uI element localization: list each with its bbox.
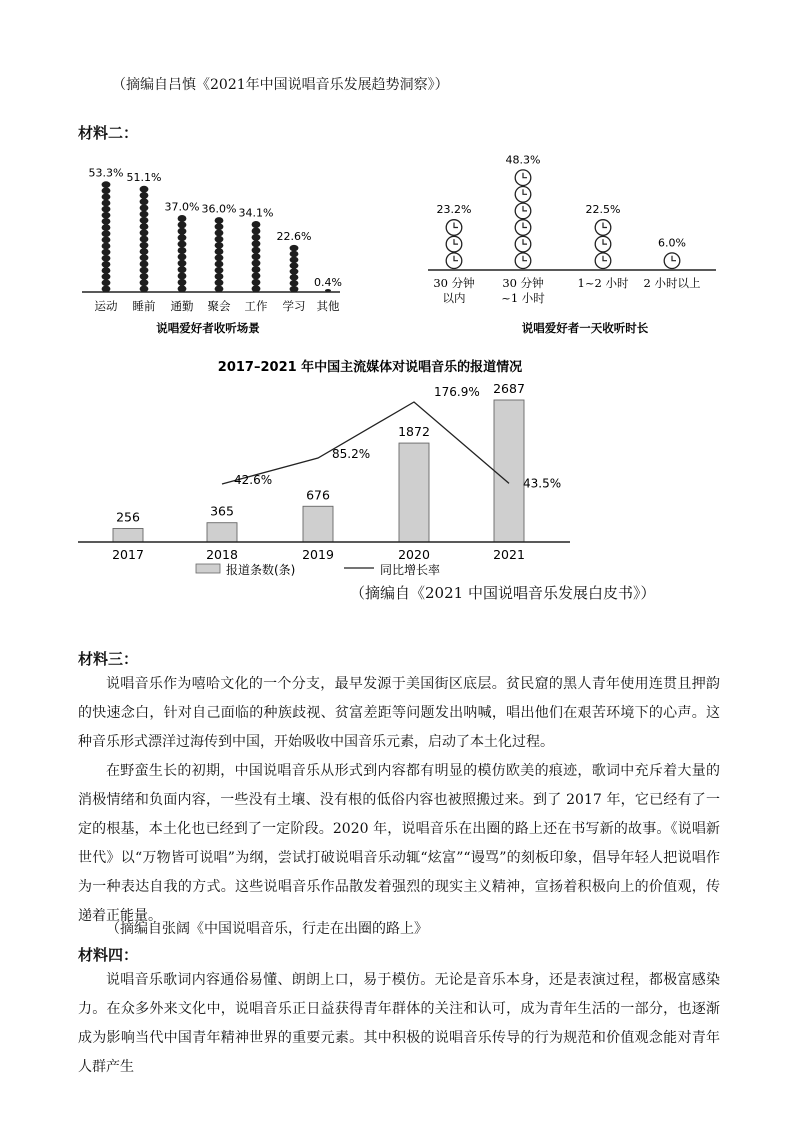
- material3-paragraph-1: 说唱音乐作为嘻哈文化的一个分支，最早发源于美国街区底层。贫民窟的黑人青年使用连贯且押韵的快速念白，针对自己面临的种族歧视、贫富差距等问题发出呐喊，唱出他们在艰苦环境下的心声。这种音乐形式漂洋过海传到中国，开始吸收中国音乐元素，启动了本土化过程。: [78, 676, 720, 750]
- chart1-bar-5: [290, 245, 299, 292]
- coverage-value-label-2018: 365: [210, 503, 234, 519]
- chart2-bar-2: [595, 220, 611, 269]
- chart-source: （摘编自《2021 中国说唱音乐发展白皮书》）: [350, 584, 656, 602]
- coverage-bar-2017: [113, 528, 143, 542]
- chart1-value-label-3: 36.0%: [201, 202, 237, 216]
- legend-bar-label: 报道条数(条): [226, 563, 296, 577]
- chart2-category-label-2-0: 1~2 小时: [577, 276, 629, 290]
- material3-heading: 材料三：: [78, 650, 139, 668]
- chart1-category-label-6: 其他: [316, 299, 340, 313]
- chart1-value-label-6: 0.4%: [314, 276, 342, 290]
- chart1-value-label-2: 37.0%: [164, 200, 200, 214]
- material2-heading: 材料二：: [78, 124, 139, 142]
- chart1-value-label-4: 34.1%: [238, 206, 274, 220]
- media-coverage-chart: [72, 352, 732, 584]
- year-label-2017: 2017: [112, 547, 144, 562]
- material4-heading: 材料四：: [78, 946, 139, 964]
- year-label-2021: 2021: [493, 547, 525, 562]
- chart1-value-label-1: 51.1%: [126, 171, 162, 185]
- chart3-x-labels: [112, 547, 525, 562]
- chart1-value-label-5: 22.6%: [276, 230, 312, 244]
- chart2-category-label-3-0: 2 小时以上: [643, 276, 701, 290]
- growth-rate-label-2020: 176.9%: [434, 385, 480, 399]
- chart1-bar-2: [178, 215, 187, 292]
- chart2-value-label-3: 6.0%: [658, 236, 686, 250]
- chart2-category-label-1-1: ~1 小时: [501, 291, 545, 305]
- legend-line-label: 同比增长率: [380, 563, 441, 577]
- growth-rate-line: [222, 402, 509, 484]
- chart2-value-label-0: 23.2%: [436, 203, 472, 217]
- legend-bar-swatch: [196, 564, 220, 573]
- chart2-value-label-2: 22.5%: [585, 203, 621, 217]
- material4-paragraph: 说唱音乐歌词内容通俗易懂、朗朗上口，易于模仿。无论是音乐本身，还是表演过程，都极富感染力。在众多外来文化中，说唱音乐正日益获得青年群体的关注和认可，成为青年生活的一部分，也逐渐成为影响当代中国青年精神世界的重要元素。其中积极的说唱音乐传导的行为规范和价值观念能对青年人群产生: [78, 972, 720, 1075]
- chart1-category-label-2: 通勤: [170, 299, 194, 313]
- material3-source: （摘编自张阔《中国说唱音乐，行走在出圈的路上》: [106, 921, 428, 937]
- chart2-bar-3: [664, 253, 680, 269]
- growth-rate-label-2019: 85.2%: [332, 446, 371, 461]
- coverage-bar-2019: [303, 506, 333, 542]
- year-label-2018: 2018: [206, 547, 238, 562]
- year-label-2020: 2020: [398, 547, 430, 562]
- chart1-category-label-4: 工作: [244, 299, 268, 313]
- top-source: （摘编自吕慎《2021年中国说唱音乐发展趋势洞察》）: [112, 77, 449, 93]
- chart1-value-label-0: 53.3%: [88, 166, 124, 180]
- chart2-value-label-1: 48.3%: [505, 153, 541, 167]
- chart2-category-label-1-0: 30 分钟: [502, 276, 544, 290]
- chart1-bar-0: [102, 181, 111, 292]
- chart1-category-label-5: 学习: [282, 299, 306, 313]
- chart2-category-label-0-1: 以内: [442, 291, 466, 305]
- growth-rate-label-2018: 42.6%: [234, 472, 273, 487]
- chart2-category-label-0-0: 30 分钟: [433, 276, 475, 290]
- chart2-bars: [433, 153, 701, 305]
- chart1-title: 说唱爱好者收听场景: [156, 321, 260, 335]
- coverage-value-label-2021: 2687: [493, 381, 525, 396]
- chart1-bar-4: [252, 221, 261, 292]
- chart1-category-label-0: 运动: [94, 299, 118, 313]
- coverage-value-label-2019: 676: [306, 487, 330, 503]
- chart1-bars: [89, 167, 342, 313]
- year-label-2019: 2019: [302, 547, 334, 562]
- chart3-bars: [113, 381, 525, 542]
- chart2-title: 说唱爱好者一天收听时长: [521, 321, 649, 335]
- chart1-bar-1: [140, 186, 149, 293]
- chart1-bar-3: [215, 217, 224, 292]
- coverage-value-label-2020: 1872: [398, 424, 430, 440]
- chart1-category-label-3: 聚会: [207, 299, 231, 313]
- growth-rate-label-2021: 43.5%: [523, 476, 562, 491]
- listening-scene-chart: [78, 148, 358, 348]
- coverage-bar-2018: [207, 523, 237, 542]
- listening-time-chart: [420, 146, 720, 342]
- chart3-title: 2017–2021 年中国主流媒体对说唱音乐的报道情况: [217, 360, 523, 375]
- coverage-value-label-2017: 256: [116, 509, 140, 525]
- material3-paragraph-2: 在野蛮生长的初期，中国说唱音乐从形式到内容都有明显的模仿欧美的痕迹，歌词中充斥着大量的消极情绪和负面内容，一些没有土壤、没有根的低俗内容也被照搬过来。到了 2017 年，它已经有了一定的根基，本土化也已经到了一定阶段。2020 年，说唱音乐在出圈的路上还在书写新的故事。《说唱新世代》以“万物皆可说唱”为纲，尝试打破说唱音乐动辄“炫富”“谩骂”的刻板印象，倡导年轻人把说唱作为一种表达自我的方式。这些说唱音乐作品散发着强烈的现实主义精神，宣扬着积极向上的价值观，传递着正能量。: [78, 763, 720, 924]
- chart2-bar-1: [515, 170, 531, 269]
- coverage-bar-2020: [399, 443, 429, 542]
- chart1-category-label-1: 睡前: [132, 299, 156, 313]
- chart2-bar-0: [446, 220, 462, 269]
- coverage-bar-2021: [494, 400, 524, 542]
